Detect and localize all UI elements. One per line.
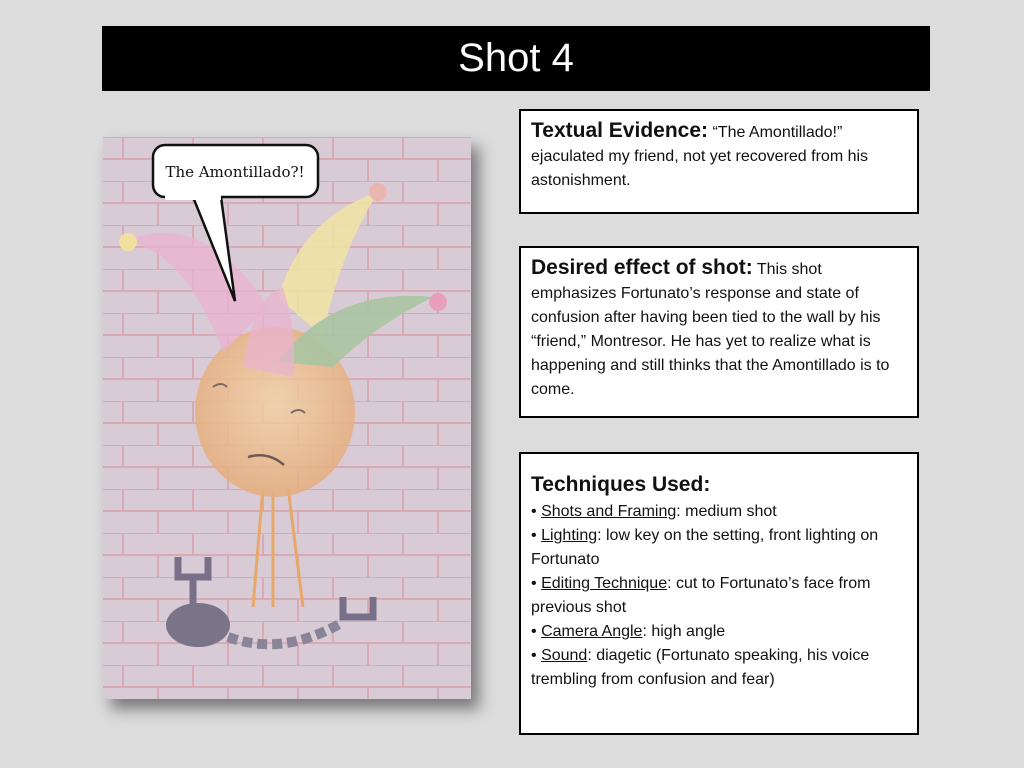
technique-item: • Editing Technique: cut to Fortunato’s face from previous shot [531, 575, 871, 616]
desired-effect-panel [519, 246, 919, 418]
textual-evidence-heading: Textual Evidence: [531, 119, 709, 142]
textual-evidence-quote: “The Amontillado!” ejaculated my friend, not yet recovered from his astonishment. [531, 124, 869, 189]
desired-effect-heading: Desired effect of shot: [531, 256, 753, 279]
technique-text: : diagetic (Fortunato speaking, his voice trembling from confusion and fear) [531, 647, 870, 688]
hat-bell-green [429, 293, 447, 311]
techniques-panel [519, 452, 919, 735]
desired-effect-text: This shot emphasizes Fortunato’s response and state of confusion after having been tied to the wall by his “friend,” Montresor. He has yet to realize what is happening and still thinks that the Amontillado is to come. [531, 261, 890, 398]
technique-item: • Sound: diagetic (Fortunato speaking, his voice trembling from confusion and fear) [531, 647, 870, 688]
technique-text: : cut to Fortunato’s face from previous shot [531, 575, 871, 616]
technique-text: : medium shot [676, 503, 777, 520]
technique-label: Sound [541, 647, 588, 664]
technique-text: : high angle [642, 623, 726, 640]
hat-bell-pink [119, 233, 137, 251]
slide-title: Shot 4 [458, 36, 574, 80]
padlock [166, 603, 230, 647]
technique-item: • Lighting: low key on the setting, front lighting on Fortunato [531, 527, 879, 568]
hat-bell-yellow [369, 183, 387, 201]
technique-label: Shots and Framing [541, 503, 677, 520]
jester-illustration [103, 137, 471, 699]
textual-evidence-panel [519, 109, 919, 214]
technique-label: Camera Angle [541, 623, 643, 640]
slide-title-bar [102, 26, 930, 91]
techniques-heading: Techniques Used: [531, 473, 711, 496]
technique-label: Editing Technique [541, 575, 668, 592]
speech-bubble-text: The Amontillado?! [165, 163, 305, 181]
technique-text: : low key on the setting, front lighting on Fortunato [531, 527, 879, 568]
technique-item: • Camera Angle: high angle [531, 623, 726, 640]
technique-item: • Shots and Framing: medium shot [531, 503, 777, 520]
drawing-canvas [103, 137, 471, 699]
technique-label: Lighting [541, 527, 598, 544]
